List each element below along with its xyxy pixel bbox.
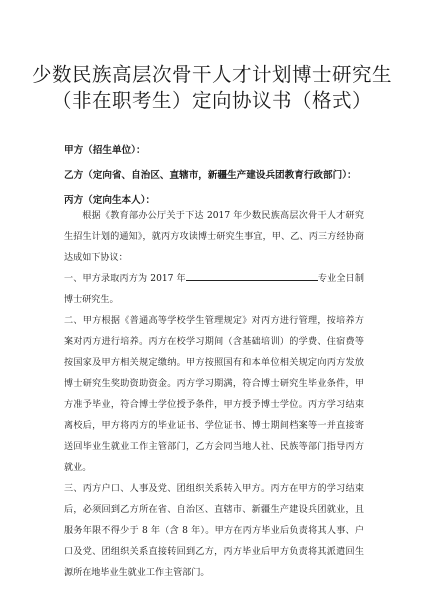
document-title-line2: （非在职考生）定向协议书（格式） bbox=[51, 89, 372, 112]
party-a-label: 甲方（招生单位）： bbox=[64, 145, 146, 156]
intro-paragraph: 根据《教育部办公厅关于下达 2017 年少数民族高层次骨干人才研究生招生计划的通知》，就丙方攻读博士研究生事宜，甲、乙、丙三方经协商达成如下协议： bbox=[64, 211, 364, 263]
clause-three: 三、丙方户口、人事及党、团组织关系转入甲方。丙方在甲方的学习结束后，必须回到乙方所在省、自治区、直辖市、新疆生产建设兵团就业，且服务年限不得少于 8 年（含 8 年）。甲方在丙方毕业后负责将其人事、户口及党、团组织关系直接转回到乙方，丙方毕业后甲方负责将其派遣回生源所在地毕业生就业工作主管部门。 bbox=[64, 484, 364, 578]
agreement-body bbox=[64, 206, 364, 584]
party-b-label: 乙方（定向省、自治区、直辖市，新疆生产建设兵团教育行政部门）： bbox=[64, 170, 357, 181]
clause-one-end: 专业全日制博士研究生。 bbox=[64, 274, 364, 305]
clause-one-start: 一、甲方录取丙方为 2017 年 bbox=[64, 274, 186, 284]
party-c-label: 丙方（定向生本人）： bbox=[64, 195, 156, 206]
document-title-line1: 少数民族高层次骨干人才计划博士研究生 bbox=[31, 63, 392, 86]
clause-one bbox=[64, 269, 364, 311]
major-blank-line bbox=[186, 271, 318, 281]
clause-two: 二、甲方根据《普通高等学校学生管理规定》对丙方进行管理，按培养方案对丙方进行培养。丙方在校学习期间（含基础培训）的学费、住宿费等按国家及甲方相关规定缴纳。甲方按照国有和本单位相关规定向丙方发放博士研究生奖助资助资金。丙方学习期满，符合博士研究生毕业条件，甲方准予毕业，符合博士学位授予条件，甲方授予博士学位。丙方学习结束离校后，甲方将丙方的毕业证书、学位证书、博士期间档案等一并直接寄送回毕业生就业工作主管部门，乙方会同当地人社、民族等部门指导丙方就业。 bbox=[64, 316, 364, 473]
